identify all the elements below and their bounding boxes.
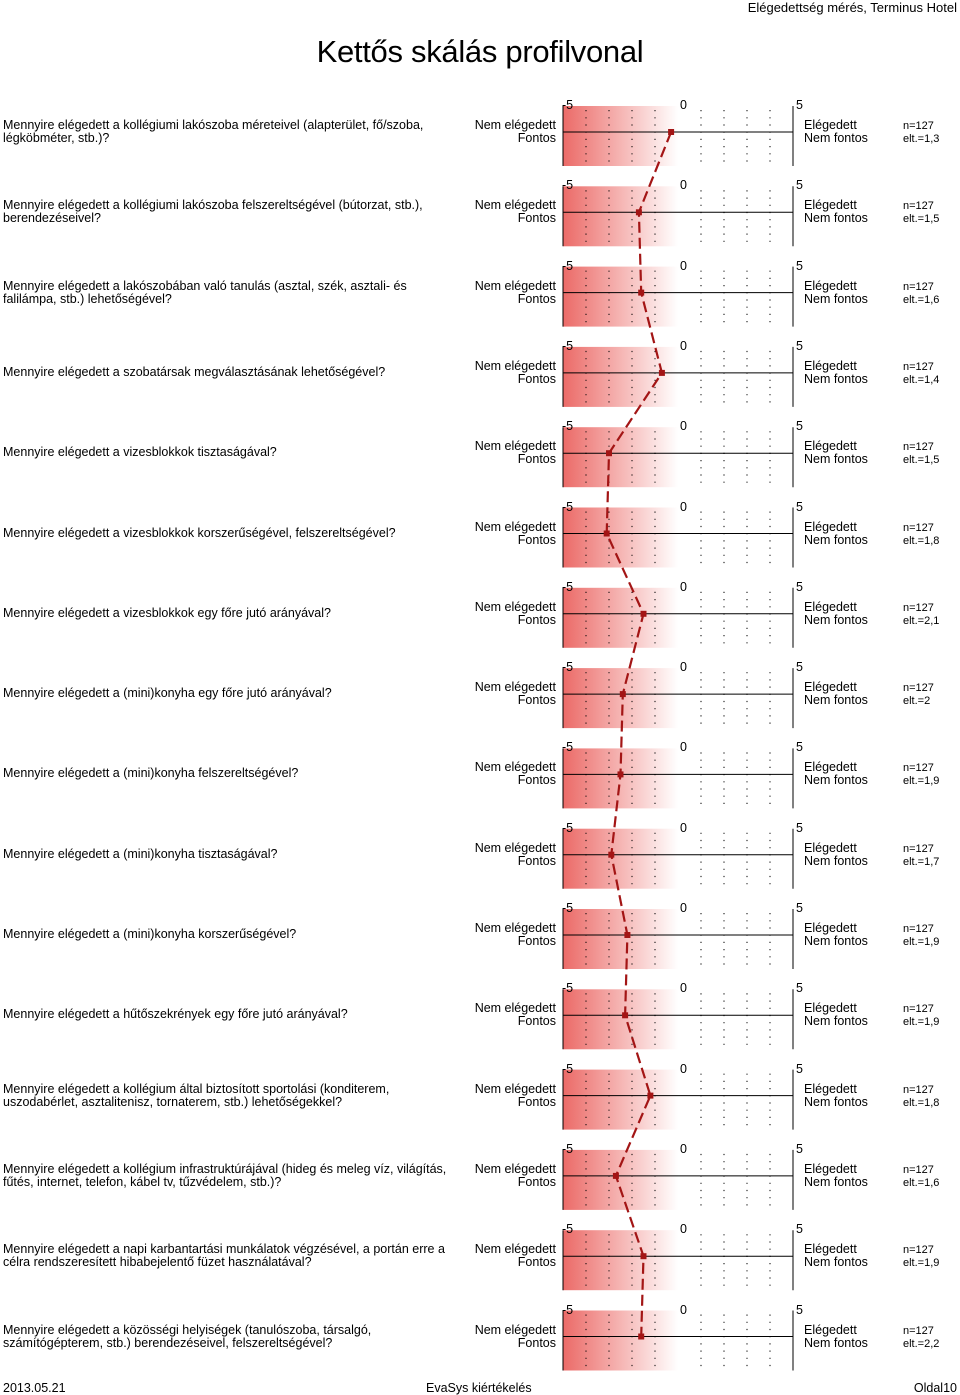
left-label-unsatisfied: Nem elégedett: [474, 519, 556, 534]
left-label-unsatisfied: Nem elégedett: [474, 840, 556, 855]
tick-label-max: 5: [796, 98, 803, 112]
left-label-unsatisfied: Nem elégedett: [474, 921, 556, 935]
left-label-important: Fontos: [517, 853, 556, 868]
tick-label-min: -5: [562, 1302, 574, 1317]
data-point-14: [613, 1173, 619, 1179]
tick-label-mid: 0: [680, 258, 687, 273]
right-label-satisfied: Elégedett: [804, 439, 857, 454]
stat-n: n=127: [903, 120, 934, 132]
tick-label-min: -5: [562, 419, 574, 434]
stat-n: n=127: [903, 200, 934, 213]
stat-sd: elt.=1,6: [903, 293, 940, 306]
tick-label-min: -5: [562, 338, 574, 353]
tick-label-max: 5: [796, 1222, 803, 1237]
right-label-not-important: Nem fontos: [804, 773, 868, 788]
tick-label-min: -5: [562, 740, 574, 755]
left-label-important: Fontos: [517, 1014, 556, 1029]
stat-n: n=127: [903, 923, 934, 935]
tick-label-min: -5: [562, 1061, 574, 1076]
profile-row-9: [563, 748, 793, 808]
negative-band: [563, 106, 678, 166]
footer-page: Oldal10: [913, 1381, 957, 1395]
tick-label-min: -5: [562, 499, 574, 514]
tick-label-mid: 0: [680, 740, 687, 755]
tick-label-mid: 0: [680, 1061, 687, 1076]
stat-sd: elt.=1,7: [903, 855, 940, 868]
right-label-satisfied: Elégedett: [804, 840, 857, 855]
tick-label-max: 5: [796, 419, 803, 434]
profile-row-15: [563, 1230, 793, 1290]
stat-n: n=127: [903, 1244, 934, 1257]
tick-label-min: -5: [562, 820, 574, 835]
right-label-satisfied: Elégedett: [804, 1242, 857, 1257]
tick-label-mid: 0: [680, 338, 687, 353]
right-label-satisfied: Elégedett: [804, 358, 857, 373]
tick-label-max: 5: [796, 338, 803, 353]
right-label-not-important: Nem fontos: [804, 1174, 868, 1189]
question-text: Mennyire elégedett a (mini)konyha felszereltségével?: [3, 766, 299, 781]
profile-row-14: [563, 1150, 793, 1210]
left-label-important: Fontos: [517, 934, 556, 948]
right-label-not-important: Nem fontos: [804, 1255, 868, 1270]
right-label-satisfied: Elégedett: [804, 519, 857, 534]
right-label-not-important: Nem fontos: [804, 612, 868, 627]
stat-n: n=127: [903, 762, 934, 775]
data-point-12: [622, 1012, 628, 1018]
tick-label-mid: 0: [680, 499, 687, 514]
profile-row-12: [563, 989, 793, 1049]
data-point-3: [638, 290, 644, 296]
negative-band: [563, 508, 678, 568]
left-label-unsatisfied: Nem elégedett: [474, 118, 556, 132]
right-label-not-important: Nem fontos: [804, 131, 868, 145]
stat-sd: elt.=2: [903, 695, 931, 708]
stat-sd: elt.=2,2: [903, 1337, 940, 1350]
negative-band: [563, 1311, 678, 1371]
tick-label-max: 5: [796, 820, 803, 835]
data-point-10: [608, 852, 614, 858]
right-label-not-important: Nem fontos: [804, 532, 868, 547]
tick-label-mid: 0: [680, 178, 687, 193]
data-point-5: [606, 450, 612, 456]
question-text: Mennyire elégedett a közösségi helyiségek (tanulószoba, társalgó, számítógépterem, stb.) berendezéseivel, felszereltségével?: [3, 1322, 372, 1350]
tick-label-max: 5: [796, 1302, 803, 1317]
tick-label-max: 5: [796, 901, 803, 915]
tick-label-min: -5: [562, 660, 574, 675]
tick-label-mid: 0: [680, 660, 687, 675]
tick-label-max: 5: [796, 579, 803, 594]
tick-label-max: 5: [796, 740, 803, 755]
negative-band: [563, 668, 678, 728]
right-label-satisfied: Elégedett: [804, 118, 857, 132]
question-text: Mennyire elégedett a (mini)konyha egy főre jutó arányával?: [3, 686, 332, 701]
stat-sd: elt.=1,8: [903, 1096, 940, 1109]
stat-sd: elt.=1,4: [903, 373, 940, 386]
stat-n: n=127: [903, 521, 934, 534]
stat-n: n=127: [903, 1083, 934, 1096]
tick-label-max: 5: [796, 499, 803, 514]
question-text: Mennyire elégedett a hűtőszekrények egy főre jutó arányával?: [3, 1007, 348, 1022]
tick-label-mid: 0: [680, 98, 687, 112]
right-label-not-important: Nem fontos: [804, 693, 868, 708]
stat-sd: elt.=1,9: [903, 1257, 940, 1270]
data-point-8: [620, 691, 626, 697]
right-label-satisfied: Elégedett: [804, 278, 857, 293]
right-label-satisfied: Elégedett: [804, 1081, 857, 1096]
stat-sd: elt.=1,9: [903, 775, 940, 788]
right-label-satisfied: Elégedett: [804, 1322, 857, 1337]
profile-row-4: [563, 347, 793, 407]
left-label-important: Fontos: [517, 291, 556, 306]
stat-sd: elt.=1,9: [903, 1016, 940, 1029]
left-label-unsatisfied: Nem elégedett: [474, 1322, 556, 1337]
profile-row-10: [563, 829, 793, 889]
header-title: Elégedettség mérés, Terminus Hotel: [747, 0, 957, 15]
right-label-not-important: Nem fontos: [804, 452, 868, 467]
data-point-15: [641, 1253, 647, 1259]
left-label-unsatisfied: Nem elégedett: [474, 760, 556, 775]
question-text: Mennyire elégedett a szobatársak megválasztásának lehetőségével?: [3, 364, 386, 379]
negative-band: [563, 1070, 678, 1130]
tick-label-mid: 0: [680, 1302, 687, 1317]
left-label-unsatisfied: Nem elégedett: [474, 439, 556, 454]
data-point-1: [668, 129, 674, 135]
tick-label-mid: 0: [680, 1141, 687, 1156]
tick-label-min: -5: [562, 178, 574, 193]
left-label-important: Fontos: [517, 211, 556, 226]
left-label-unsatisfied: Nem elégedett: [474, 680, 556, 695]
profile-row-16: [563, 1311, 793, 1371]
left-label-important: Fontos: [517, 612, 556, 627]
stat-n: n=127: [903, 1163, 934, 1176]
tick-label-max: 5: [796, 1141, 803, 1156]
tick-label-mid: 0: [680, 579, 687, 594]
left-label-unsatisfied: Nem elégedett: [474, 1001, 556, 1016]
question-text: Mennyire elégedett a kollégiumi lakószoba felszereltségével (bútorzat, stb.), berendezéseivel?: [3, 198, 423, 226]
profile-row-8: [563, 668, 793, 728]
data-point-11: [624, 932, 630, 938]
tick-label-min: -5: [562, 1222, 574, 1237]
stat-sd: elt.=1,3: [903, 133, 940, 145]
stat-sd: elt.=2,1: [903, 614, 940, 627]
tick-label-mid: 0: [680, 820, 687, 835]
left-label-important: Fontos: [517, 773, 556, 788]
data-point-4: [659, 370, 665, 376]
left-label-unsatisfied: Nem elégedett: [474, 1081, 556, 1096]
left-label-unsatisfied: Nem elégedett: [474, 599, 556, 614]
tick-label-min: -5: [562, 901, 574, 915]
stat-n: n=127: [903, 601, 934, 614]
tick-label-max: 5: [796, 660, 803, 675]
data-point-6: [604, 531, 610, 537]
negative-band: [563, 1150, 678, 1210]
right-label-not-important: Nem fontos: [804, 371, 868, 386]
tick-label-mid: 0: [680, 419, 687, 434]
page-title: Kettős skálás profilvonal: [316, 34, 644, 69]
right-label-satisfied: Elégedett: [804, 680, 857, 695]
profile-row-11: [563, 909, 793, 969]
question-text: Mennyire elégedett a (mini)konyha korszerűségével?: [3, 927, 297, 941]
question-text: Mennyire elégedett a vizesblokkok tisztaságával?: [3, 445, 277, 460]
tick-label-max: 5: [796, 178, 803, 193]
left-label-important: Fontos: [517, 452, 556, 467]
question-text: Mennyire elégedett a (mini)konyha tisztaságával?: [3, 846, 278, 861]
question-text: Mennyire elégedett a lakószobában való tanulás (asztal, szék, asztali- és falilámpa, stb.) lehetőségével?: [3, 278, 407, 306]
negative-band: [563, 989, 678, 1049]
left-label-unsatisfied: Nem elégedett: [474, 278, 556, 293]
right-label-not-important: Nem fontos: [804, 291, 868, 306]
stat-sd: elt.=1,6: [903, 1176, 940, 1189]
data-point-7: [641, 611, 647, 617]
tick-label-min: -5: [562, 98, 574, 112]
right-label-satisfied: Elégedett: [804, 198, 857, 213]
stat-sd: elt.=1,5: [903, 454, 940, 467]
profile-row-2: [563, 186, 793, 246]
data-point-13: [647, 1093, 653, 1099]
tick-label-mid: 0: [680, 981, 687, 996]
data-point-16: [638, 1334, 644, 1340]
left-label-unsatisfied: Nem elégedett: [474, 1161, 556, 1176]
question-text: Mennyire elégedett a kollégium infrastruktúrájával (hideg és meleg víz, világítás, fűtés, internet, telefon, kábel tv, tűzvédelem, stb.)?: [3, 1161, 447, 1189]
stat-n: n=127: [903, 682, 934, 695]
negative-band: [563, 267, 678, 327]
negative-band: [563, 186, 678, 246]
negative-band: [563, 829, 678, 889]
stat-n: n=127: [903, 1324, 934, 1337]
stat-n: n=127: [903, 1003, 934, 1016]
right-label-satisfied: Elégedett: [804, 760, 857, 775]
negative-band: [563, 1230, 678, 1290]
right-label-not-important: Nem fontos: [804, 1335, 868, 1350]
right-label-satisfied: Elégedett: [804, 1001, 857, 1016]
tick-label-min: -5: [562, 1141, 574, 1156]
stat-sd: elt.=1,9: [903, 936, 940, 948]
stat-n: n=127: [903, 441, 934, 454]
left-label-important: Fontos: [517, 1174, 556, 1189]
tick-label-mid: 0: [680, 1222, 687, 1237]
left-label-important: Fontos: [517, 371, 556, 386]
right-label-not-important: Nem fontos: [804, 934, 868, 948]
left-label-important: Fontos: [517, 693, 556, 708]
profile-row-13: [563, 1070, 793, 1130]
profile-row-7: [563, 588, 793, 648]
tick-label-min: -5: [562, 579, 574, 594]
left-label-unsatisfied: Nem elégedett: [474, 358, 556, 373]
right-label-satisfied: Elégedett: [804, 921, 857, 935]
question-text: Mennyire elégedett a kollégium által biztosított sportolási (konditerem, uszodabérlet, asztalitenisz, tornaterem, stb.) lehetőségekkel?: [3, 1081, 390, 1109]
stat-sd: elt.=1,8: [903, 534, 940, 547]
profile-row-1: [563, 106, 793, 166]
negative-band: [563, 588, 678, 648]
tick-label-mid: 0: [680, 901, 687, 915]
question-text: Mennyire elégedett a vizesblokkok egy főre jutó arányával?: [3, 605, 331, 620]
stat-sd: elt.=1,5: [903, 213, 940, 226]
profile-row-3: [563, 267, 793, 327]
tick-label-min: -5: [562, 981, 574, 996]
left-label-unsatisfied: Nem elégedett: [474, 1242, 556, 1257]
negative-band: [563, 347, 678, 407]
data-point-2: [636, 209, 642, 215]
right-label-not-important: Nem fontos: [804, 1014, 868, 1029]
negative-band: [563, 909, 678, 969]
right-label-satisfied: Elégedett: [804, 1161, 857, 1176]
footer-center: EvaSys kiértékelés: [426, 1381, 532, 1395]
tick-label-max: 5: [796, 981, 803, 996]
right-label-not-important: Nem fontos: [804, 853, 868, 868]
tick-label-max: 5: [796, 1061, 803, 1076]
left-label-important: Fontos: [517, 1255, 556, 1270]
question-text: Mennyire elégedett a napi karbantartási munkálatok végzésével, a portán erre a célra rendszeresített hibabejelentő füzet használatával?: [3, 1242, 445, 1270]
profile-row-6: [563, 508, 793, 568]
stat-n: n=127: [903, 360, 934, 373]
question-text: Mennyire elégedett a vizesblokkok korszerűségével, felszereltségével?: [3, 525, 396, 540]
left-label-important: Fontos: [517, 532, 556, 547]
left-label-important: Fontos: [517, 1335, 556, 1350]
footer-date: 2013.05.21: [3, 1381, 66, 1395]
profile-row-5: [563, 427, 793, 487]
left-label-important: Fontos: [517, 131, 556, 145]
tick-label-min: -5: [562, 258, 574, 273]
tick-label-max: 5: [796, 258, 803, 273]
right-label-satisfied: Elégedett: [804, 599, 857, 614]
right-label-not-important: Nem fontos: [804, 1094, 868, 1109]
left-label-unsatisfied: Nem elégedett: [474, 198, 556, 213]
question-text: Mennyire elégedett a kollégiumi lakószoba méreteivel (alapterület, fő/szoba, légköbméter, stb.)?: [3, 118, 424, 145]
left-label-important: Fontos: [517, 1094, 556, 1109]
right-label-not-important: Nem fontos: [804, 211, 868, 226]
data-point-9: [618, 771, 624, 777]
stat-n: n=127: [903, 842, 934, 855]
stat-n: n=127: [903, 280, 934, 293]
